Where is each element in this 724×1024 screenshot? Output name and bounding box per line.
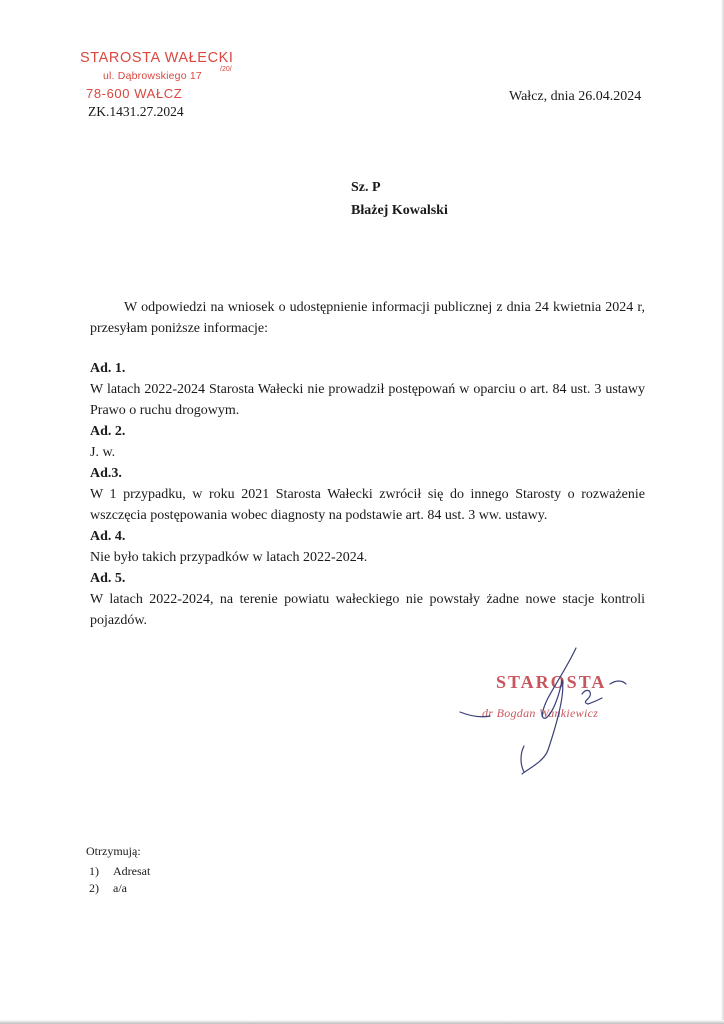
- stamp-title: STAROSTA WAŁECKI: [80, 50, 234, 66]
- stamp-address: ul. Dąbrowskiego 17: [103, 70, 202, 82]
- reference-number: ZK.1431.27.2024: [88, 104, 184, 119]
- distribution-heading: Otrzymują:: [86, 844, 141, 858]
- intro-paragraph: W odpowiedzi na wniosek o udostępnienie informacji publicznej z dnia 24 kwietnia 2024 r, przesyłam poniższe informacje:: [90, 300, 645, 336]
- recipient-salutation: Sz. P: [351, 180, 381, 195]
- letter-body: [90, 297, 645, 631]
- answer-text-1: W latach 2022-2024 Starosta Wałecki nie prowadził postępowań w oparciu o art. 84 ust. 3 ustawy Prawo o ruchu drogowym.: [90, 382, 645, 418]
- signature-block: [450, 640, 670, 780]
- answer-text-2: J. w.: [90, 445, 116, 460]
- list-item-text: a/a: [113, 881, 127, 895]
- answer-label-1: Ad. 1.: [90, 361, 126, 376]
- list-item: [86, 880, 150, 897]
- answer-label-2: Ad. 2.: [90, 424, 126, 439]
- answer-label-3: Ad.3.: [90, 466, 122, 481]
- signature-title: STAROSTA: [496, 672, 607, 692]
- distribution-items: [86, 863, 150, 897]
- list-item-text: Adresat: [113, 864, 151, 878]
- answer-label-4: Ad. 4.: [90, 529, 126, 544]
- stamp-address-suffix: /20/: [220, 66, 232, 73]
- recipient-name: Błażej Kowalski: [351, 203, 448, 218]
- signature-name: dr Bogdan Wankiewicz: [482, 706, 599, 720]
- answer-text-5: W latach 2022-2024, na terenie powiatu wałeckiego nie powstały żadne nowe stacje kontroli pojazdów.: [90, 592, 645, 628]
- list-item-number: 2): [89, 881, 99, 895]
- list-item-number: 1): [89, 864, 99, 878]
- answer-text-3: W 1 przypadku, w roku 2021 Starosta Wałecki zwrócił się do innego Starosty o rozważenie wszczęcia postępowania wobec diagnosty na podstawie art. 84 ust. 3 ww. ustawy.: [90, 487, 645, 523]
- answer-label-5: Ad. 5.: [90, 571, 126, 586]
- distribution-list: [86, 843, 150, 897]
- date-line: Wałcz, dnia 26.04.2024: [509, 89, 642, 104]
- handwritten-signature: [450, 640, 670, 780]
- page-edge-bottom: [0, 1020, 724, 1024]
- stamp-city: 78-600 WAŁCZ: [86, 86, 183, 101]
- list-item: [86, 863, 150, 880]
- answer-text-4: Nie było takich przypadków w latach 2022-2024.: [90, 550, 368, 565]
- paragraph-gap: [90, 339, 645, 358]
